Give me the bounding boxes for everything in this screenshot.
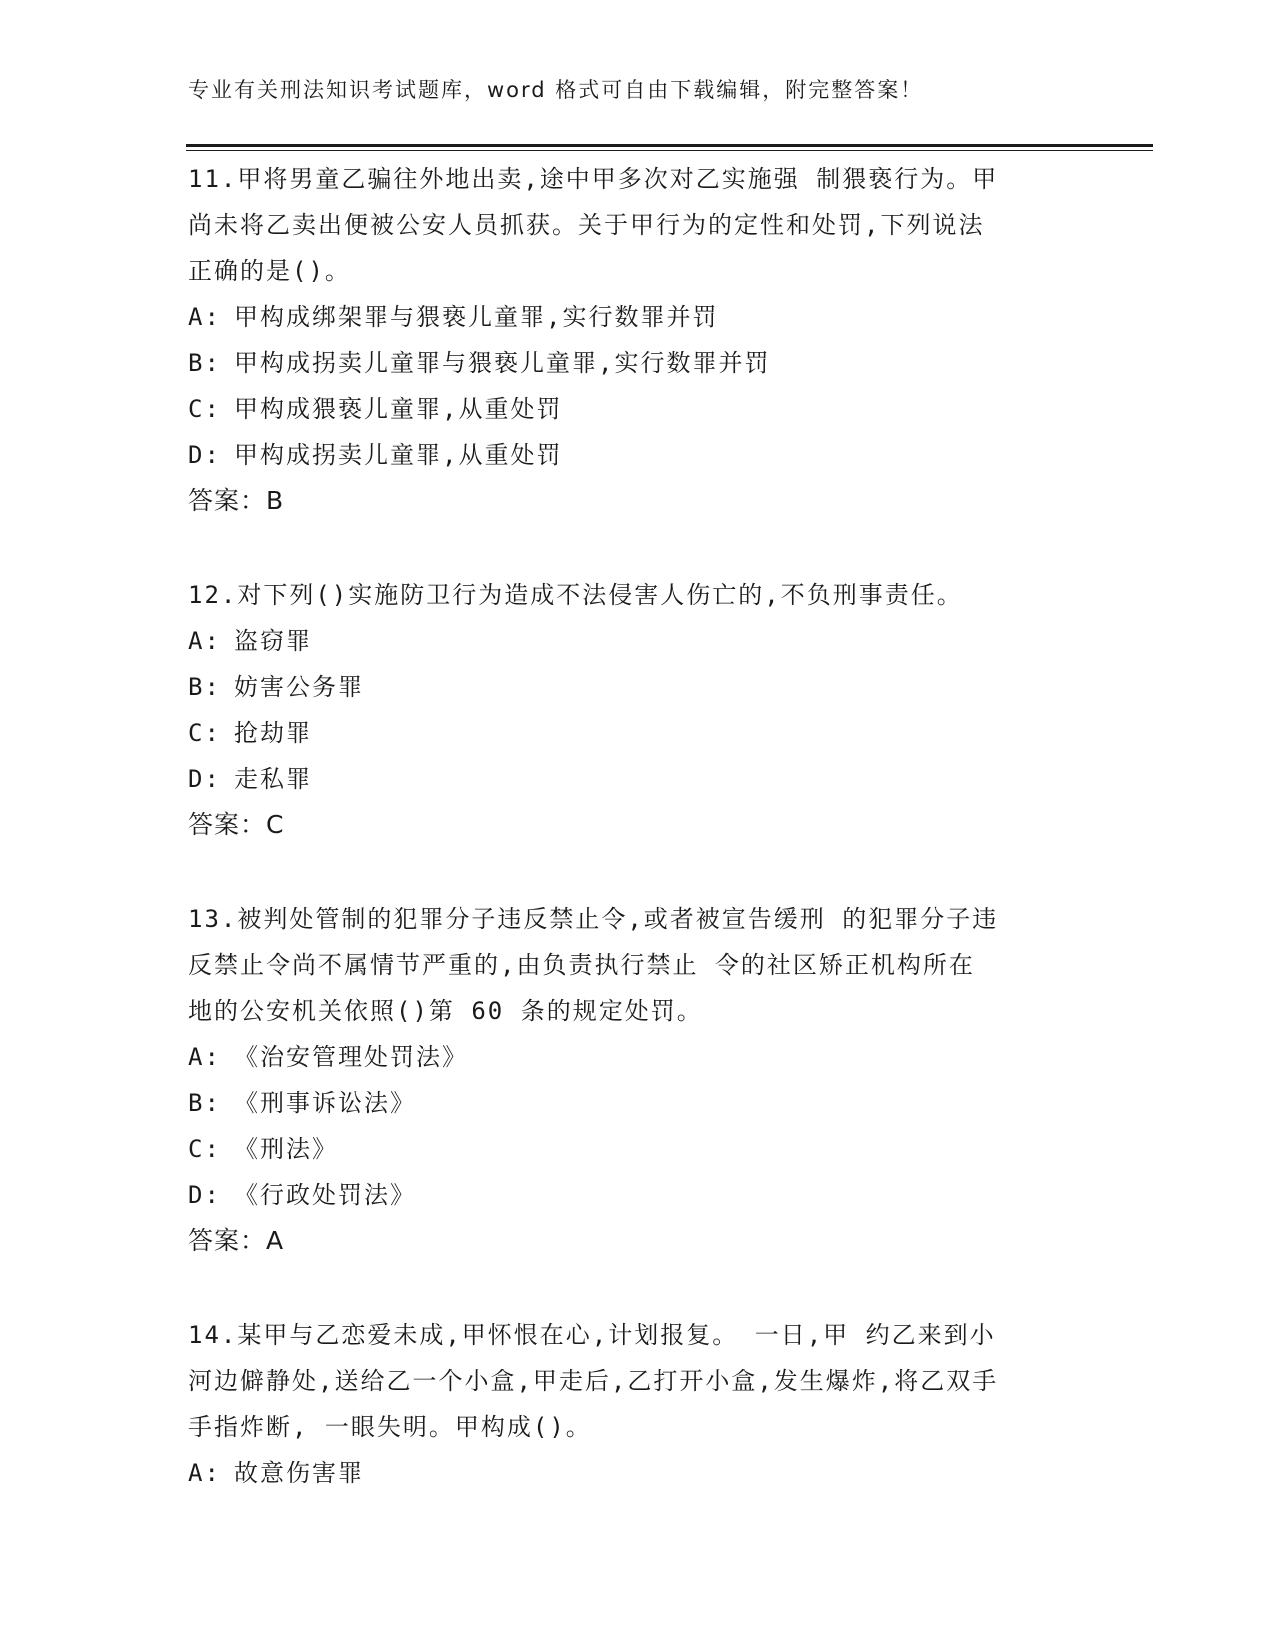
option-row: [188, 618, 1088, 664]
question-block: [188, 1312, 1088, 1496]
question-stem-line: 手指炸断, 一眼失明。甲构成()。: [188, 1413, 592, 1441]
option-text: 甲构成拐卖儿童罪与猥亵儿童罪,实行数罪并罚: [234, 349, 771, 377]
option-letter: A:: [188, 1459, 221, 1487]
option-text: 走私罪: [234, 765, 312, 793]
option-letter: A:: [188, 303, 221, 331]
option-letter: B:: [188, 349, 221, 377]
option-row: [188, 1080, 1088, 1126]
answer-prefix: 答案：: [188, 486, 267, 515]
question-stem-line: 尚未将乙卖出便被公安人员抓获。关于甲行为的定性和处罚,下列说法: [188, 211, 985, 239]
question-stem-line: 13.被判处管制的犯罪分子违反禁止令,或者被宣告缓刑 的犯罪分子违: [188, 905, 999, 933]
option-text: 故意伤害罪: [234, 1459, 364, 1487]
question-stem-line: 地的公安机关依照()第 60 条的规定处罚。: [188, 997, 703, 1025]
option-row: [188, 294, 1088, 340]
question-stem-line: 河边僻静处,送给乙一个小盒,甲走后,乙打开小盒,发生爆炸,将乙双手: [188, 1367, 999, 1395]
option-row: [188, 1034, 1088, 1080]
option-row: [188, 756, 1088, 802]
option-row: [188, 340, 1088, 386]
option-row: [188, 1450, 1088, 1496]
question-stem-line: 12.对下列()实施防卫行为造成不法侵害人伤亡的,不负刑事责任。: [188, 581, 963, 609]
page-header: 专业有关刑法知识考试题库，word 格式可自由下载编辑，附完整答案！: [188, 78, 924, 102]
option-letter: D:: [188, 441, 221, 469]
option-text: 《治安管理处罚法》: [234, 1043, 468, 1071]
option-letter: C:: [188, 395, 221, 423]
option-row: [188, 1172, 1088, 1218]
answer-line: [188, 802, 1088, 848]
option-letter: D:: [188, 765, 221, 793]
option-text: 盗窃罪: [234, 627, 312, 655]
header-rule-thin: [186, 150, 1153, 151]
option-text: 妨害公务罪: [234, 673, 364, 701]
option-letter: B:: [188, 673, 221, 701]
question-stem-line: 正确的是()。: [188, 257, 351, 285]
option-text: 《行政处罚法》: [234, 1181, 416, 1209]
answer-value: A: [266, 1226, 285, 1255]
option-letter: C:: [188, 719, 221, 747]
question-stem-line: 11.甲将男童乙骗往外地出卖,途中甲多次对乙实施强 制猥亵行为。甲: [188, 165, 999, 193]
answer-line: [188, 478, 1088, 524]
option-letter: D:: [188, 1181, 221, 1209]
answer-value: B: [266, 486, 285, 515]
option-letter: A:: [188, 627, 221, 655]
option-row: [188, 710, 1088, 756]
question-stem-line: 反禁止令尚不属情节严重的,由负责执行禁止 令的社区矫正机构所在: [188, 951, 975, 979]
option-row: [188, 1126, 1088, 1172]
option-letter: A:: [188, 1043, 221, 1071]
question-stem-line: 14.某甲与乙恋爱未成,甲怀恨在心,计划报复。 一日,甲 约乙来到小: [188, 1321, 996, 1349]
question-block: [188, 156, 1088, 524]
answer-prefix: 答案：: [188, 1226, 267, 1255]
question-list: [188, 156, 1088, 1544]
option-text: 《刑法》: [234, 1135, 338, 1163]
option-row: [188, 432, 1088, 478]
answer-line: [188, 1218, 1088, 1264]
option-row: [188, 664, 1088, 710]
answer-value: C: [266, 810, 285, 839]
option-text: 《刑事诉讼法》: [234, 1089, 416, 1117]
header-rule-thick: [186, 144, 1153, 147]
option-letter: B:: [188, 1089, 221, 1117]
option-text: 甲构成拐卖儿童罪,从重处罚: [234, 441, 563, 469]
question-block: [188, 896, 1088, 1264]
option-letter: C:: [188, 1135, 221, 1163]
option-text: 甲构成猥亵儿童罪,从重处罚: [234, 395, 563, 423]
question-block: [188, 572, 1088, 848]
option-text: 抢劫罪: [234, 719, 312, 747]
option-row: [188, 386, 1088, 432]
option-text: 甲构成绑架罪与猥亵儿童罪,实行数罪并罚: [234, 303, 719, 331]
answer-prefix: 答案：: [188, 810, 267, 839]
